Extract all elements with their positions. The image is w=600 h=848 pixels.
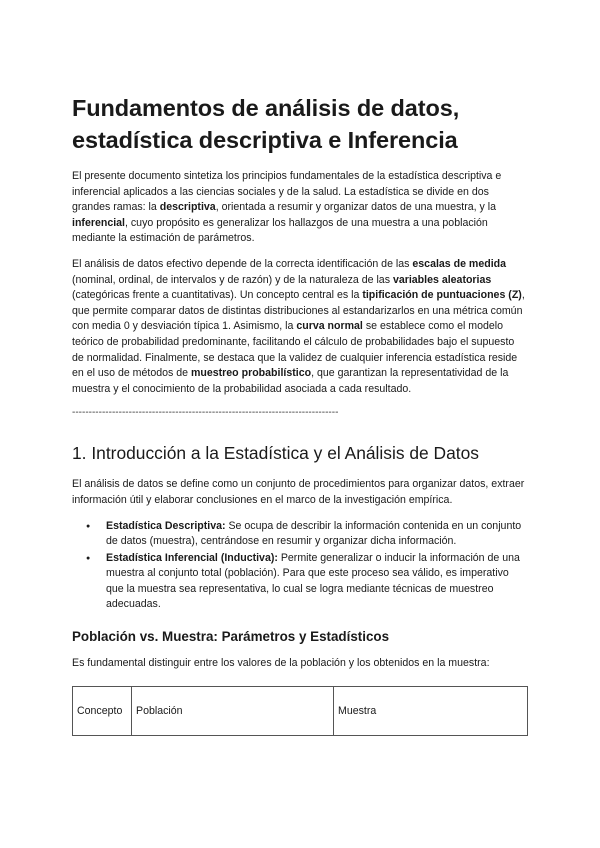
bold-term: inferencial [72, 216, 125, 229]
text-run: El presente documento sintetiza los principios fundamentales de la estadística descriptiva e inferencial aplicados a las ciencias sociales y de la salud. La estadística se divide en dos grandes ramas: la [72, 170, 502, 214]
table-row [73, 686, 528, 735]
intro-paragraph-1 [72, 169, 528, 247]
subsection-paragraph: Es fundamental distinguir entre los valores de la población y los obtenidos en la muestra: [72, 657, 490, 670]
bullet-text: Permite generalizar o inducir la información de una muestra al conjunto total (población). Para que este proceso sea válido, es imperativo que la muestra sea representativa, lo cual se logra mediante técnicas de muestreo adecuadas. [106, 551, 520, 611]
text-run: , que permite comparar datos de distintas distribuciones al estandarizarlos en una métrica común con media 0 y desviación típica 1. Asimismo, la [72, 289, 525, 333]
intro-paragraph-2 [72, 257, 528, 397]
table-header-cell: Población [132, 686, 334, 735]
list-item-descriptiva [106, 519, 528, 550]
bold-term: curva normal [296, 320, 363, 333]
section-divider: -------------------------------------------------------------------------------- [72, 407, 339, 419]
text-run: se establece como el modelo teórico de probabilidad predominante, facilitando el cálculo de probabilidades bajo el supuesto de normalidad. Finalmente, se destaca que la validez de cualquier inferencia estadística reside en el uso de métodos de [72, 320, 518, 380]
parameters-table [72, 686, 528, 736]
text-run: (nominal, ordinal, de intervalos y de razón) y de la naturaleza de las [72, 273, 393, 286]
text-run: (categóricas frente a cuantitativas). Un concepto central es la [72, 289, 363, 302]
stats-branches-list [72, 519, 528, 614]
table-header-cell: Muestra [334, 686, 528, 735]
bold-term: muestreo probabilístico [190, 367, 312, 380]
bold-term: descriptiva [159, 201, 216, 214]
bullet-term: Estadística Descriptiva: [106, 519, 226, 532]
text-run: , que garantizan la representatividad de la muestra y el conocimiento de la probabilidad asociada a cada resultado. [72, 367, 509, 395]
text-run: , orientada a resumir y organizar datos de una muestra, y la [215, 201, 496, 214]
bullet-term: Estadística Inferencial (Inductiva): [106, 551, 278, 564]
text-run: El análisis de datos efectivo depende de la correcta identificación de las [72, 257, 413, 270]
section-1-heading: 1. Introducción a la Estadística y el Análisis de Datos [72, 443, 479, 464]
bold-term: variables aleatorias [392, 273, 492, 286]
document-title: Fundamentos de análisis de datos, estadística descriptiva e Inferencia [72, 95, 460, 153]
text-run: , cuyo propósito es generalizar los hallazgos de una muestra a una población mediante la estimación de parámetros. [72, 216, 488, 245]
bold-term: escalas de medida [412, 257, 507, 270]
bullet-text: Se ocupa de describir la información contenida en un conjunto de datos (muestra), centrándose en resumir y organizar dicha información. [106, 519, 522, 548]
table-header-cell: Concepto [73, 686, 132, 735]
bold-term: tipificación de puntuaciones (Z) [362, 289, 522, 302]
section-1-paragraph: El análisis de datos se define como un conjunto de procedimientos para organizar datos, extraer información útil y elaborar conclusiones en el marco de la investigación empírica. [72, 478, 525, 506]
list-item-inferencial [106, 551, 528, 613]
document-page [72, 92, 528, 736]
subsection-heading: Población vs. Muestra: Parámetros y Estadísticos [72, 629, 390, 645]
